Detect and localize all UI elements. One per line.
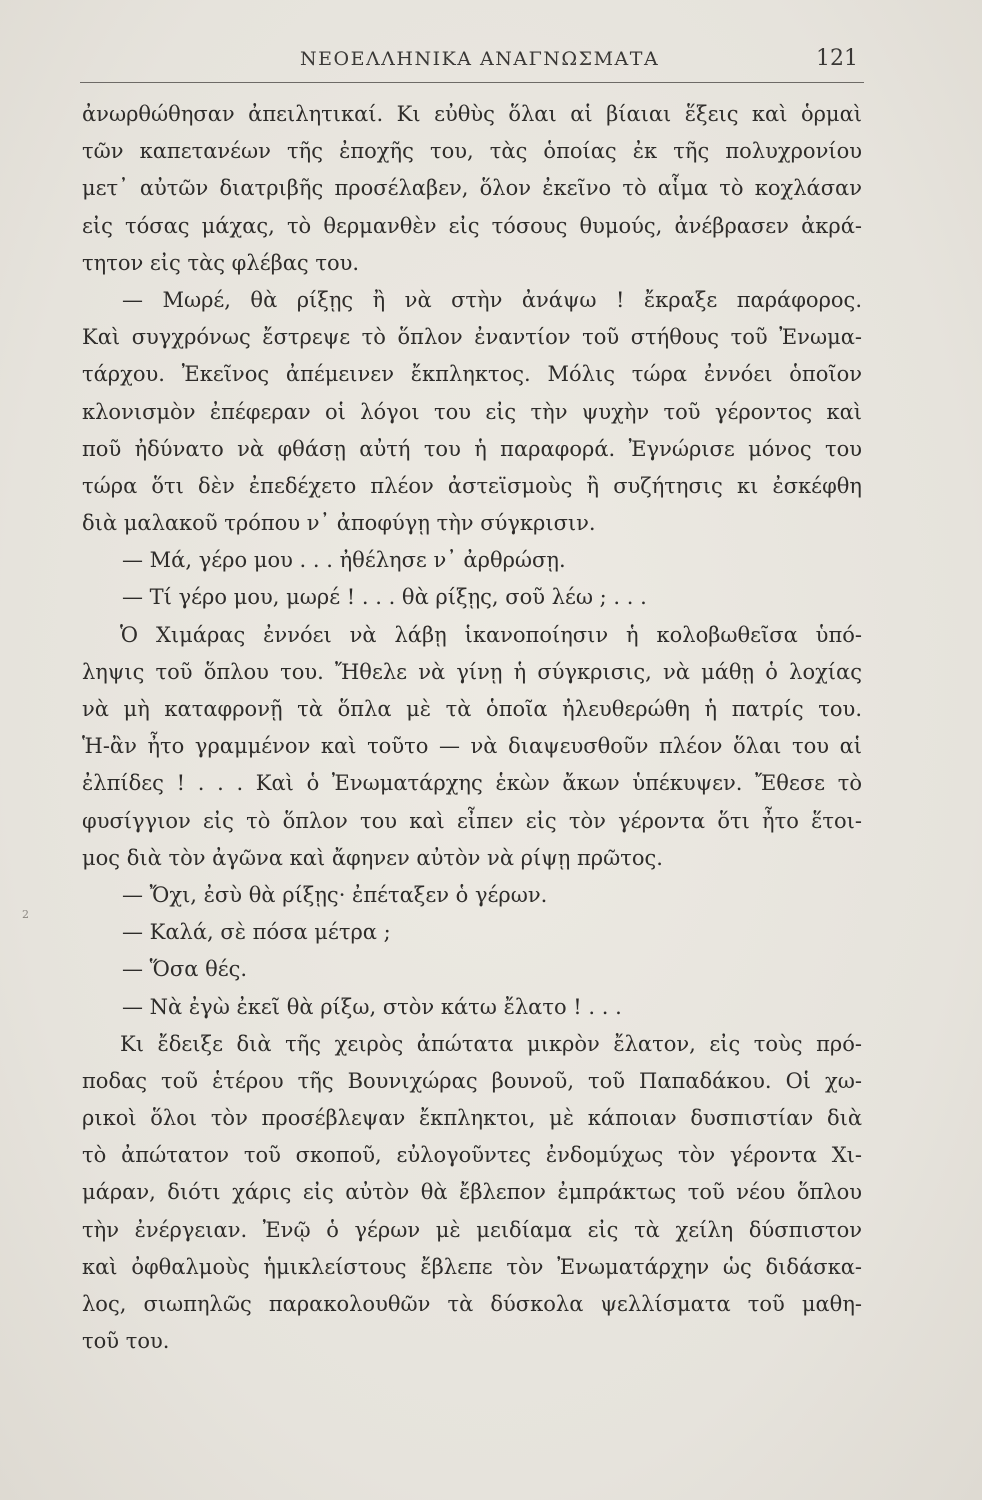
text-line: ποῦ ἠδύνατο νὰ φθάσῃ αὐτή του ἡ παραφορά. Ἐγνώρισε μόνος του	[82, 436, 862, 461]
text-line: τώρα ὅτι δὲν ἐπεδέχετο πλέον ἀστεϊσμοὺς ἢ συζήτησις κι ἐσκέφθη	[82, 473, 862, 498]
dialogue-line: — Ὅσα θές.	[122, 957, 248, 982]
running-title: ΝΕΟΕΛΛΗΝΙΚΑ ΑΝΑΓΝΩΣΜΑΤΑ	[300, 48, 660, 70]
text-line: τοῦ του.	[82, 1329, 170, 1354]
text-line: λος, σιωπηλῶς παρακολουθῶν τὰ δύσκολα ψελλίσματα τοῦ μαθη-	[82, 1292, 862, 1316]
dialogue-line: — Ὄχι, ἐσὺ θὰ ρίξῃς· ἐπέταξεν ὁ γέρων.	[122, 882, 548, 907]
text-line: μετ᾽ αὐτῶν διατριβῆς προσέλαβεν, ὅλον ἐκεῖνο τὸ αἷμα τὸ κοχλάσαν	[82, 176, 862, 201]
dialogue-line: — Καλά, σὲ πόσα μέτρα ;	[122, 920, 391, 945]
text-line: τῶν καπετανέων τῆς ἐποχῆς του, τὰς ὁποίας ἐκ τῆς πολυχρονίου	[82, 139, 862, 164]
text-line: Ἡ-ἂν ἦτο γραμμένον καὶ τοῦτο — νὰ διαψευσθοῦν πλέον ὅλαι του αἱ	[82, 734, 862, 759]
header-rule	[80, 82, 864, 83]
text-line: μος διὰ τὸν ἀγῶνα καὶ ἄφηνεν αὐτὸν νὰ ρίψῃ πρῶτος.	[82, 845, 663, 870]
text-line: Καὶ συγχρόνως ἔστρεψε τὸ ὅπλον ἐναντίον τοῦ στήθους τοῦ Ἐνωμα-	[82, 325, 862, 350]
dialogue-line: — Μωρέ, θὰ ρίξῃς ἢ νὰ στὴν ἀνάψω ! ἔκραξε παράφορος.	[122, 287, 862, 312]
text-line: Ὁ Χιμάρας ἐννόει νὰ λάβῃ ἱκανοποίησιν ἡ κολοβωθεῖσα ὑπό-	[120, 622, 862, 647]
text-line: τὸ ἀπώτατον τοῦ σκοποῦ, εὐλογοῦντες ἐνδομύχως τὸν γέροντα Χι-	[82, 1143, 862, 1168]
margin-mark: 2	[22, 908, 29, 921]
text-line: τάρχου. Ἐκεῖνος ἀπέμεινεν ἔκπληκτος. Μόλις τώρα ἐννόει ὁποῖον	[82, 362, 862, 387]
text-line: μάραν, διότι χάρις εἰς αὐτὸν θὰ ἔβλεπον ἐμπράκτως τοῦ νέου ὅπλου	[82, 1180, 862, 1205]
page-number: 121	[816, 46, 858, 71]
text-line: νὰ μὴ καταφρονῇ τὰ ὅπλα μὲ τὰ ὁποῖα ἠλευθερώθη ἡ πατρίς του.	[82, 697, 862, 721]
text-line: διὰ μαλακοῦ τρόπου ν᾽ ἀποφύγῃ τὴν σύγκρισιν.	[82, 511, 596, 536]
text-line: τητον εἰς τὰς φλέβας του.	[82, 250, 360, 275]
dialogue-line: — Τί γέρο μου, μωρέ ! . . . θὰ ρίξῃς, σοῦ λέω ; . . .	[122, 585, 647, 610]
dialogue-line: — Νὰ ἐγὼ ἐκεῖ θὰ ρίξω, στὸν κάτω ἔλατο ! . . .	[122, 994, 622, 1019]
text-line: ἐλπίδες ! . . . Καὶ ὁ Ἐνωματάρχης ἑκὼν ἄκων ὑπέκυψεν. Ἔθεσε τὸ	[82, 771, 862, 796]
text-line: καὶ ὀφθαλμοὺς ἡμικλείστους ἔβλεπε τὸν Ἐνωματάρχην ὡς διδάσκα-	[82, 1254, 862, 1279]
text-line: Κι ἔδειξε διὰ τῆς χειρὸς ἀπώτατα μικρὸν ἔλατον, εἰς τοὺς πρό-	[120, 1031, 862, 1056]
text-line: ληψις τοῦ ὅπλου του. Ἤθελε νὰ γίνῃ ἡ σύγκρισις, νὰ μάθῃ ὁ λοχίας	[82, 659, 862, 684]
text-line: φυσίγγιον εἰς τὸ ὅπλον του καὶ εἶπεν εἰς τὸν γέροντα ὅτι ἦτο ἕτοι-	[82, 808, 862, 833]
text-line: ποδας τοῦ ἑτέρου τῆς Βουνιχώρας βουνοῦ, τοῦ Παπαδάκου. Οἱ χω-	[82, 1068, 862, 1093]
dialogue-line: — Μά, γέρο μου . . . ἠθέλησε ν᾽ ἀρθρώσῃ.	[122, 548, 566, 573]
text-line: ρικοὶ ὅλοι τὸν προσέβλεψαν ἔκπληκτοι, μὲ κάποιαν δυσπιστίαν διὰ	[82, 1106, 862, 1131]
text-line: κλονισμὸν ἐπέφεραν οἱ λόγοι του εἰς τὴν ψυχὴν τοῦ γέροντος καὶ	[82, 399, 862, 424]
text-line: ἀνωρθώθησαν ἀπειλητικαί. Κι εὐθὺς ὅλαι αἱ βίαιαι ἕξεις καὶ ὁρμαὶ	[82, 102, 862, 126]
page-header	[82, 44, 862, 78]
text-line: εἰς τόσας μάχας, τὸ θερμανθὲν εἰς τόσους θυμούς, ἀνέβρασεν ἀκρά-	[82, 213, 862, 238]
text-line: τὴν ἐνέργειαν. Ἐνῷ ὁ γέρων μὲ μειδίαμα εἰς τὰ χείλη δύσπιστον	[82, 1217, 862, 1242]
body-text	[82, 96, 862, 1360]
